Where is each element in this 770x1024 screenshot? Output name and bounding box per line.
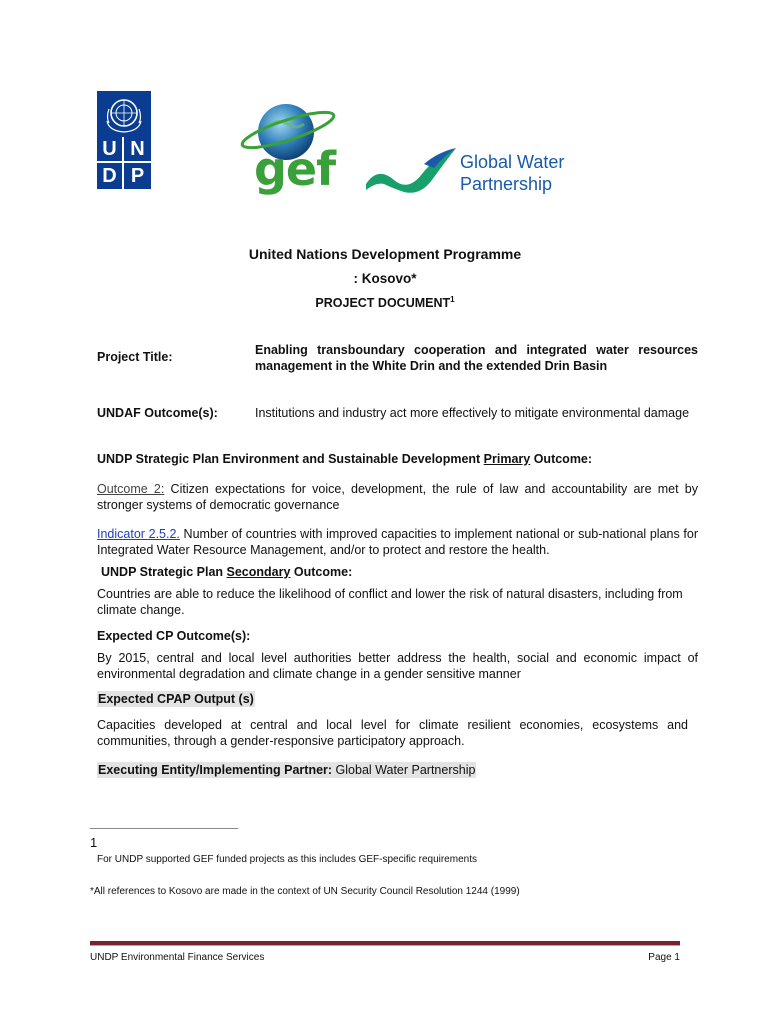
indicator-text: Number of countries with improved capacities to implement national or sub-national plans for Integrated Water Resource Management, and/or to protect and restore the health. [97, 527, 698, 557]
executing-entity-value: Global Water Partnership [332, 763, 476, 777]
un-emblem-icon [97, 91, 151, 137]
wave-icon [364, 144, 460, 200]
heading-emphasis: Primary [483, 452, 531, 466]
footer-rule [90, 941, 680, 946]
undp-letter: P [130, 164, 145, 187]
indicator-link[interactable]: Indicator 2.5.2. [97, 527, 180, 541]
executing-entity [97, 762, 476, 778]
footnote-ref: 1 [450, 295, 455, 304]
doc-type-text: PROJECT DOCUMENT [315, 296, 451, 311]
undaf-value: Institutions and industry act more effectively to mitigate environmental damage [255, 406, 690, 420]
secondary-outcome-text: Countries are able to reduce the likelihood of conflict and lower the risk of natural disasters, including from climate change. [97, 587, 683, 617]
primary-outcome-heading [97, 451, 707, 467]
outcome-2-text: Citizen expectations for voice, development, the rule of law and accountability are met by stronger systems of democratic governance [97, 482, 698, 512]
undp-letter: D [97, 163, 124, 189]
gef-wordmark: gef [254, 142, 336, 196]
outcome-2-link[interactable]: Outcome 2: [97, 482, 165, 496]
heading-text: Outcome: [530, 452, 593, 466]
org-title: United Nations Development Programme [248, 246, 522, 262]
gef-logo [238, 100, 338, 196]
gwp-line1: Global Water [460, 152, 565, 172]
heading-text: UNDP Strategic Plan [101, 565, 227, 579]
project-title-label: Project Title: [97, 350, 173, 364]
cpap-output-text: Capacities developed at central and local level for climate resilient economies, ecosystems and communities, through a gender-responsive participatory approach. [97, 718, 688, 748]
gwp-logo [364, 144, 564, 200]
gwp-line2: Partnership [460, 174, 553, 194]
undp-letter: U [97, 137, 124, 163]
indicator-paragraph [97, 526, 698, 558]
cp-outcome-heading: Expected CP Outcome(s): [97, 629, 251, 643]
footnote-separator [90, 828, 238, 829]
cp-outcome-text: By 2015, central and local level authorities better address the health, social and economic impact of environmental degradation and climate change in a gender sensitive manner [97, 651, 698, 681]
footer-left: UNDP Environmental Finance Services [90, 952, 265, 963]
undaf-label: UNDAF Outcome(s): [97, 406, 218, 420]
footnote-1: For UNDP supported GEF funded projects as this includes GEF-specific requirements [97, 854, 477, 865]
outcome-2-paragraph [97, 481, 698, 513]
footnote-marker: 1 [90, 835, 98, 850]
undp-letter: N [124, 137, 151, 163]
doc-type [0, 292, 770, 311]
secondary-outcome-heading [101, 564, 701, 580]
cpap-output-heading: Expected CPAP Output (s) [98, 692, 254, 706]
heading-emphasis: Secondary [226, 565, 291, 579]
undp-logo [97, 91, 151, 189]
footnote-kosovo: *All references to Kosovo are made in the context of UN Security Council Resolution 1244 (1999) [90, 886, 520, 897]
page-number: Page 1 [648, 952, 680, 963]
project-title-value: Enabling transboundary cooperation and integrated water resources management in the White Drin and the extended Drin Basin [255, 343, 698, 373]
heading-text: UNDP Strategic Plan Environment and Sustainable Development [97, 452, 484, 466]
heading-text: Outcome: [290, 565, 353, 579]
executing-entity-label: Executing Entity/Implementing Partner: [98, 763, 333, 777]
country-line: : Kosovo* [353, 271, 417, 286]
